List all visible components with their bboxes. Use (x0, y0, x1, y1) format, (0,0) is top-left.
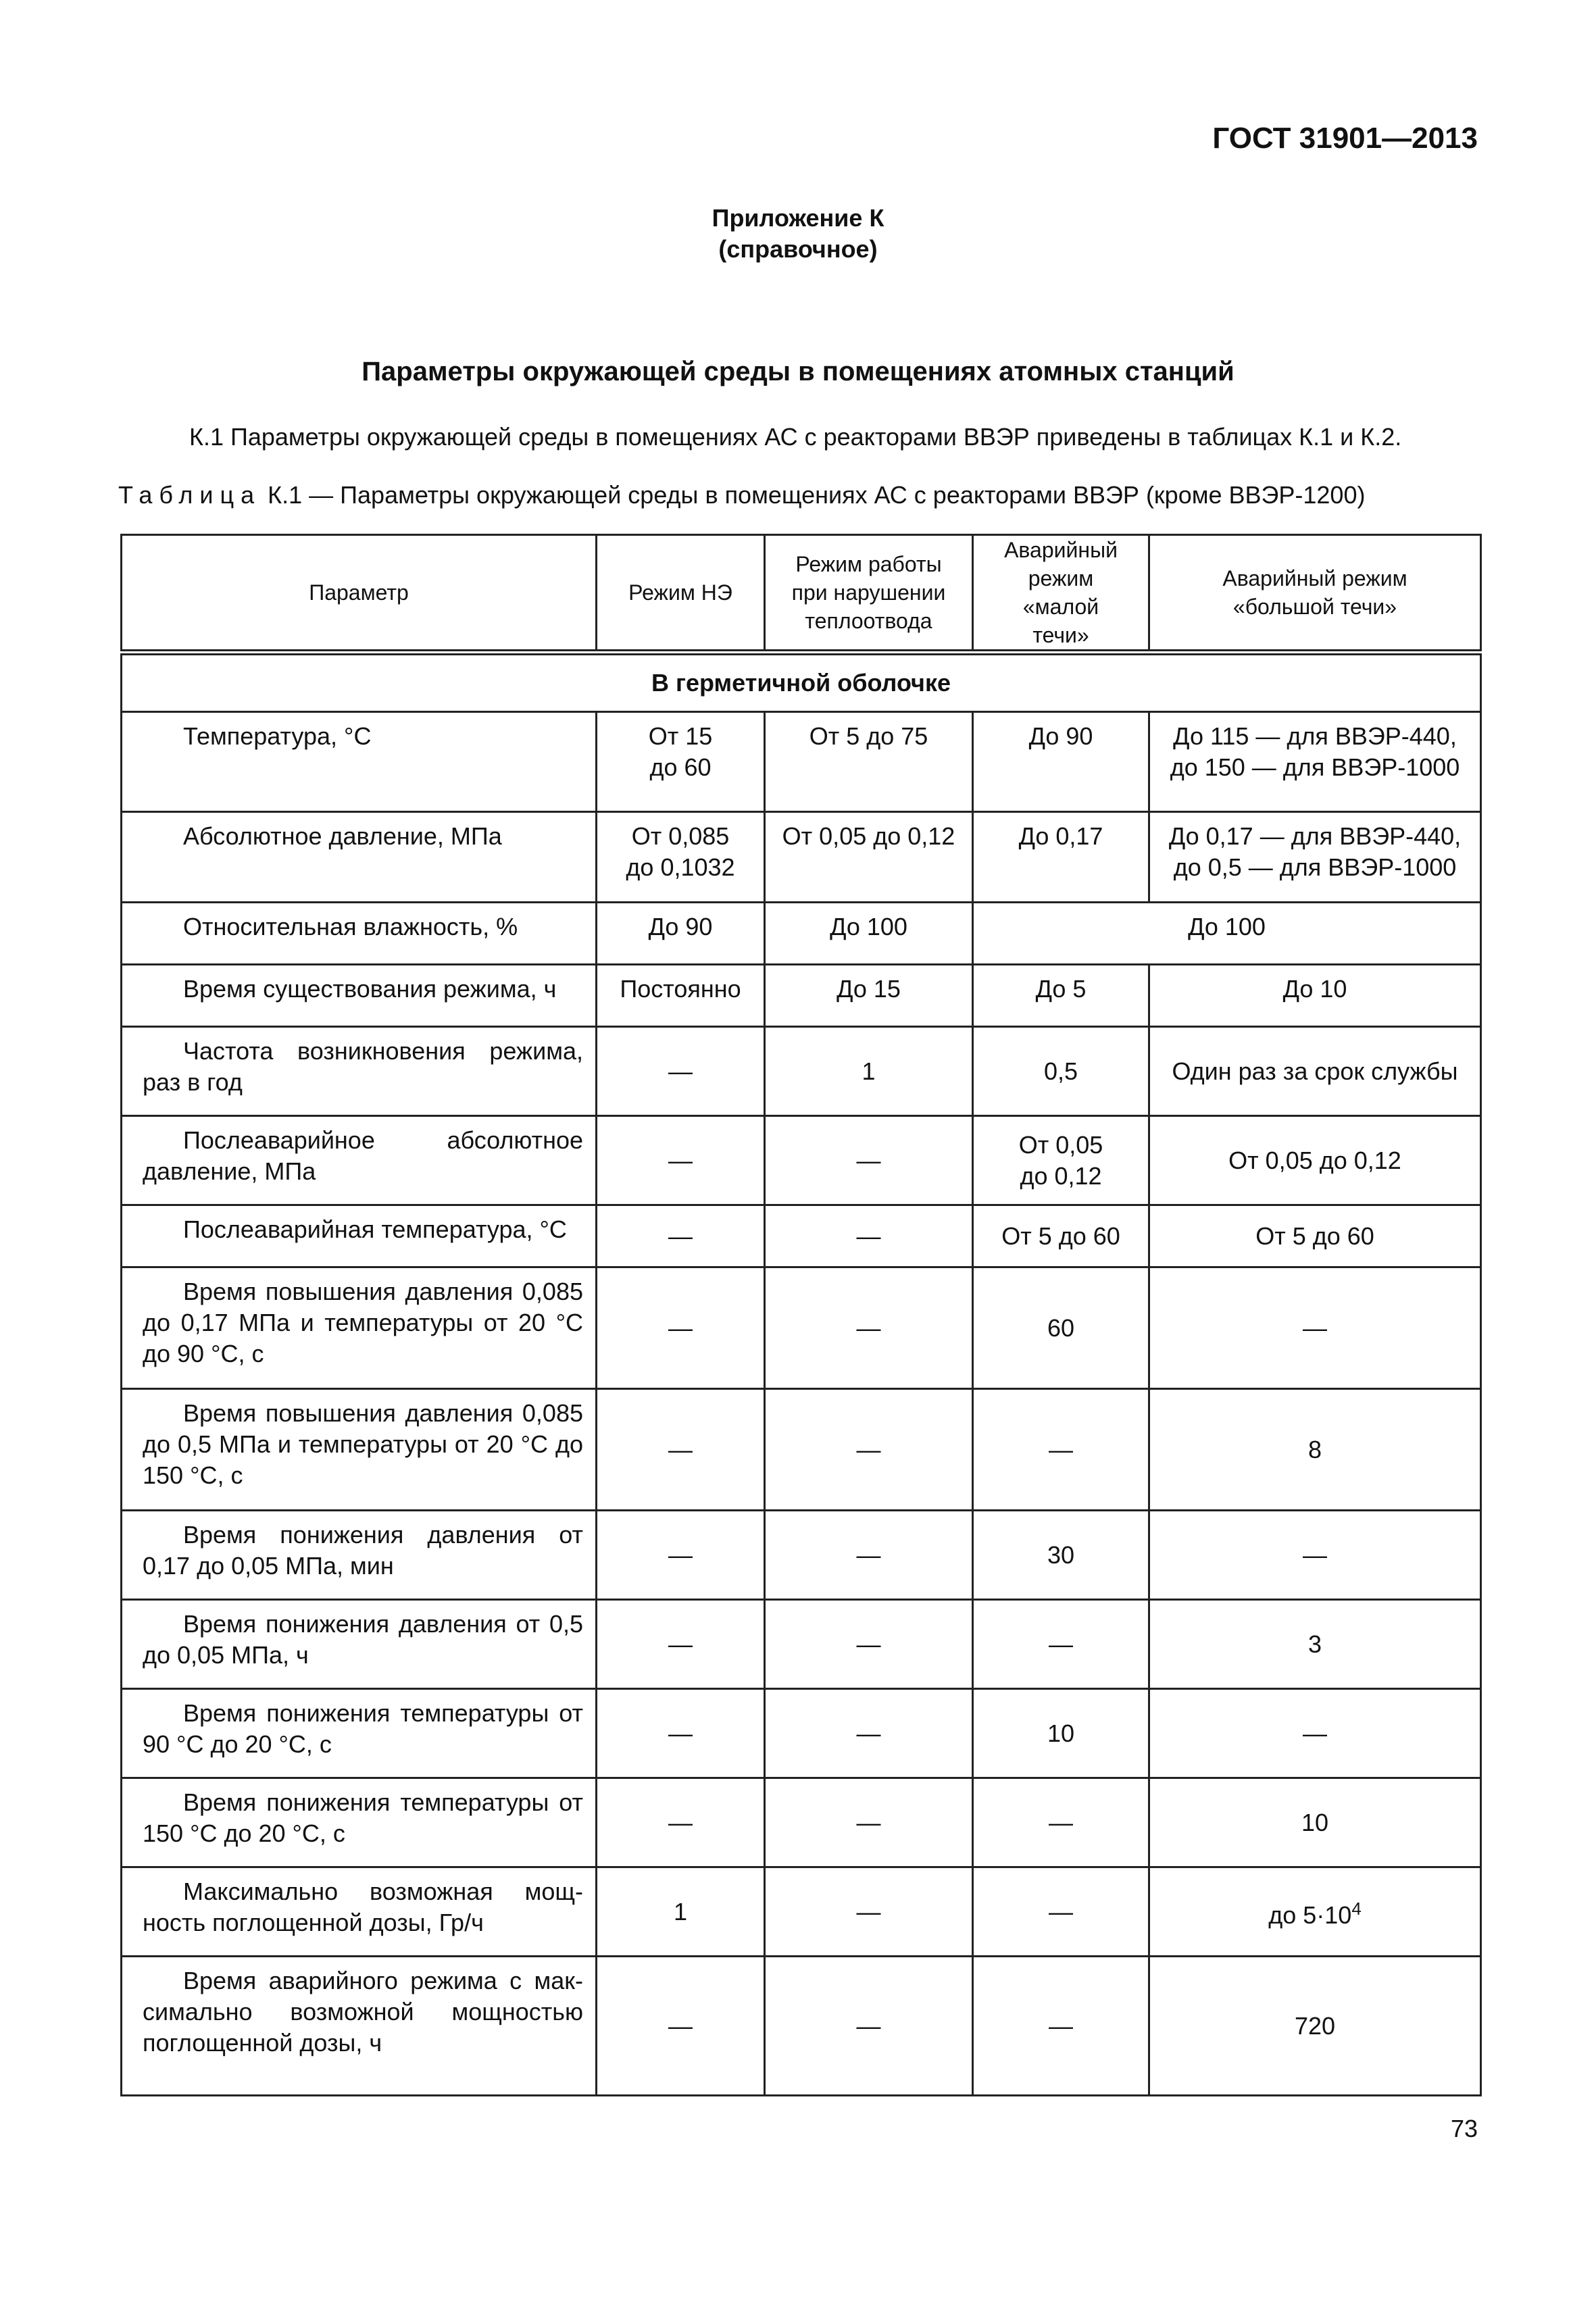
param-text: Время понижения температуры от 90 °С до 20 °С, с (143, 1699, 583, 1758)
document-id: ГОСТ 31901—2013 (1212, 122, 1478, 155)
table-caption-text: К.1 — Параметры окружающей среды в помещениях АС с реакторами ВВЭР (кроме ВВЭР-1200) (261, 481, 1366, 509)
cell-large: Один раз за срок службы (1149, 1027, 1481, 1116)
table-row (122, 1205, 1481, 1267)
cell-small: 0,5 (973, 1027, 1149, 1116)
cell-param (122, 712, 597, 812)
cell-heat: До 15 (765, 965, 973, 1027)
param-text: Температура, °С (183, 722, 372, 750)
table-row (122, 1957, 1481, 2096)
cell-ne: От 15 до 60 (597, 712, 765, 812)
param-text: Время существования режима, ч (183, 975, 557, 1003)
cell-heat: — (765, 1267, 973, 1389)
table-body (122, 653, 1481, 2096)
cell-small: — (973, 1389, 1149, 1511)
header-ne: Режим НЭ (597, 535, 765, 653)
cell-small: 10 (973, 1689, 1149, 1778)
cell-param (122, 812, 597, 903)
table-row (122, 1027, 1481, 1116)
cell-param (122, 1867, 597, 1957)
param-text: Абсолютное давление, МПа (183, 822, 502, 850)
cell-heat: — (765, 1600, 973, 1689)
dose-rate-base: до 5·10 (1268, 1901, 1352, 1929)
section-label: В герметичной оболочке (122, 653, 1481, 712)
cell-ne: 1 (597, 1867, 765, 1957)
param-text: Время повышения давления 0,085 до 0,17 МПа и температуры от 20 °С до 90 °С, с (143, 1278, 583, 1367)
cell-large: До 115 — для ВВЭР-440, до 150 — для ВВЭР-1000 (1149, 712, 1481, 812)
cell-param (122, 965, 597, 1027)
cell-heat: — (765, 1205, 973, 1267)
param-text: Время понижения давления от 0,17 до 0,05 МПа, мин (143, 1521, 583, 1580)
cell-small: 60 (973, 1267, 1149, 1389)
cell-heat: — (765, 1116, 973, 1205)
cell-large (1149, 1867, 1481, 1957)
cell-param (122, 1267, 597, 1389)
cell-ne: — (597, 1389, 765, 1511)
table-row (122, 812, 1481, 903)
cell-ne: — (597, 1511, 765, 1600)
cell-ne: — (597, 1116, 765, 1205)
cell-small: До 90 (973, 712, 1149, 812)
cell-ne: Постоянно (597, 965, 765, 1027)
table-row (122, 712, 1481, 812)
cell-large: От 0,05 до 0,12 (1149, 1116, 1481, 1205)
cell-large: До 0,17 — для ВВЭР-440, до 0,5 — для ВВЭР-1000 (1149, 812, 1481, 903)
header-large: Аварийный режим «большой течи» (1149, 535, 1481, 653)
cell-param (122, 1957, 597, 2096)
dose-rate-exponent: 4 (1351, 1898, 1362, 1919)
cell-large: От 5 до 60 (1149, 1205, 1481, 1267)
cell-small-large: До 100 (973, 903, 1481, 965)
table-row (122, 1511, 1481, 1600)
cell-small: 30 (973, 1511, 1149, 1600)
cell-ne: — (597, 1205, 765, 1267)
param-text: Послеаварийное абсолютное давление, МПа (143, 1126, 583, 1185)
cell-param (122, 1778, 597, 1867)
header-small: Аварийный режим «малой течи» (973, 535, 1149, 653)
section-row (122, 653, 1481, 712)
cell-large: 3 (1149, 1600, 1481, 1689)
section-title: Параметры окружающей среды в помещениях атомных станций (361, 357, 1235, 386)
param-text: Максимально возможная мощ-ность поглощенной дозы, Гр/ч (143, 1878, 583, 1936)
cell-param (122, 1205, 597, 1267)
cell-small: — (973, 1778, 1149, 1867)
cell-large: 8 (1149, 1389, 1481, 1511)
cell-heat: — (765, 1957, 973, 2096)
cell-param (122, 903, 597, 965)
cell-small: До 5 (973, 965, 1149, 1027)
cell-small: От 0,05 до 0,12 (973, 1116, 1149, 1205)
table-header-row (122, 535, 1481, 653)
cell-small: — (973, 1600, 1149, 1689)
cell-heat: От 0,05 до 0,12 (765, 812, 973, 903)
cell-heat: — (765, 1389, 973, 1511)
header-param: Параметр (122, 535, 597, 653)
param-text: Время повышения давления 0,085 до 0,5 МПа и температуры от 20 °С до 150 °С, с (143, 1399, 583, 1489)
cell-ne: — (597, 1778, 765, 1867)
cell-small: — (973, 1867, 1149, 1957)
annex-heading (0, 203, 1596, 265)
cell-ne: — (597, 1267, 765, 1389)
cell-ne: — (597, 1600, 765, 1689)
header-heat: Режим работы при нарушении теплоотвода (765, 535, 973, 653)
cell-large: — (1149, 1267, 1481, 1389)
cell-large: — (1149, 1689, 1481, 1778)
cell-param (122, 1116, 597, 1205)
annex-label: Приложение К (712, 204, 884, 232)
cell-heat: — (765, 1511, 973, 1600)
param-text: Время понижения давления от 0,5 до 0,05 МПа, ч (143, 1610, 583, 1669)
table-row (122, 1867, 1481, 1957)
table-row (122, 1778, 1481, 1867)
table-row (122, 903, 1481, 965)
cell-param (122, 1389, 597, 1511)
annex-type: (справочное) (718, 235, 878, 263)
cell-param (122, 1027, 597, 1116)
cell-heat: От 5 до 75 (765, 712, 973, 812)
cell-param (122, 1511, 597, 1600)
cell-ne: — (597, 1689, 765, 1778)
cell-ne: До 90 (597, 903, 765, 965)
cell-large: 720 (1149, 1957, 1481, 2096)
cell-ne: — (597, 1957, 765, 2096)
body-paragraph: К.1 Параметры окружающей среды в помещениях АС с реакторами ВВЭР приведены в таблицах К.1 и К.2. (189, 423, 1402, 451)
param-text: Послеаварийная температура, °С (183, 1215, 567, 1243)
cell-ne: От 0,085 до 0,1032 (597, 812, 765, 903)
cell-small: До 0,17 (973, 812, 1149, 903)
cell-small: — (973, 1957, 1149, 2096)
cell-small: От 5 до 60 (973, 1205, 1149, 1267)
table-row (122, 1267, 1481, 1389)
cell-large: До 10 (1149, 965, 1481, 1027)
cell-heat: До 100 (765, 903, 973, 965)
cell-ne: — (597, 1027, 765, 1116)
table-row (122, 965, 1481, 1027)
param-text: Время аварийного режима с мак-симально возможной мощностью поглощенной дозы, ч (143, 1967, 583, 2057)
cell-param (122, 1600, 597, 1689)
cell-heat: — (765, 1867, 973, 1957)
table-row (122, 1116, 1481, 1205)
cell-heat: — (765, 1689, 973, 1778)
parameters-table (120, 534, 1482, 2096)
table-row (122, 1600, 1481, 1689)
cell-heat: — (765, 1778, 973, 1867)
cell-heat: 1 (765, 1027, 973, 1116)
cell-large: 10 (1149, 1778, 1481, 1867)
cell-large: — (1149, 1511, 1481, 1600)
table-row (122, 1389, 1481, 1511)
page-number: 73 (1450, 2115, 1478, 2142)
param-text: Время понижения температуры от 150 °С до 20 °С, с (143, 1788, 583, 1847)
param-text: Относительная влажность, % (183, 913, 518, 940)
cell-param (122, 1689, 597, 1778)
table-row (122, 1689, 1481, 1778)
table-caption-label: Таблица (118, 481, 261, 509)
param-text: Частота возникновения режима, раз в год (143, 1037, 583, 1096)
table-caption (118, 481, 1365, 509)
